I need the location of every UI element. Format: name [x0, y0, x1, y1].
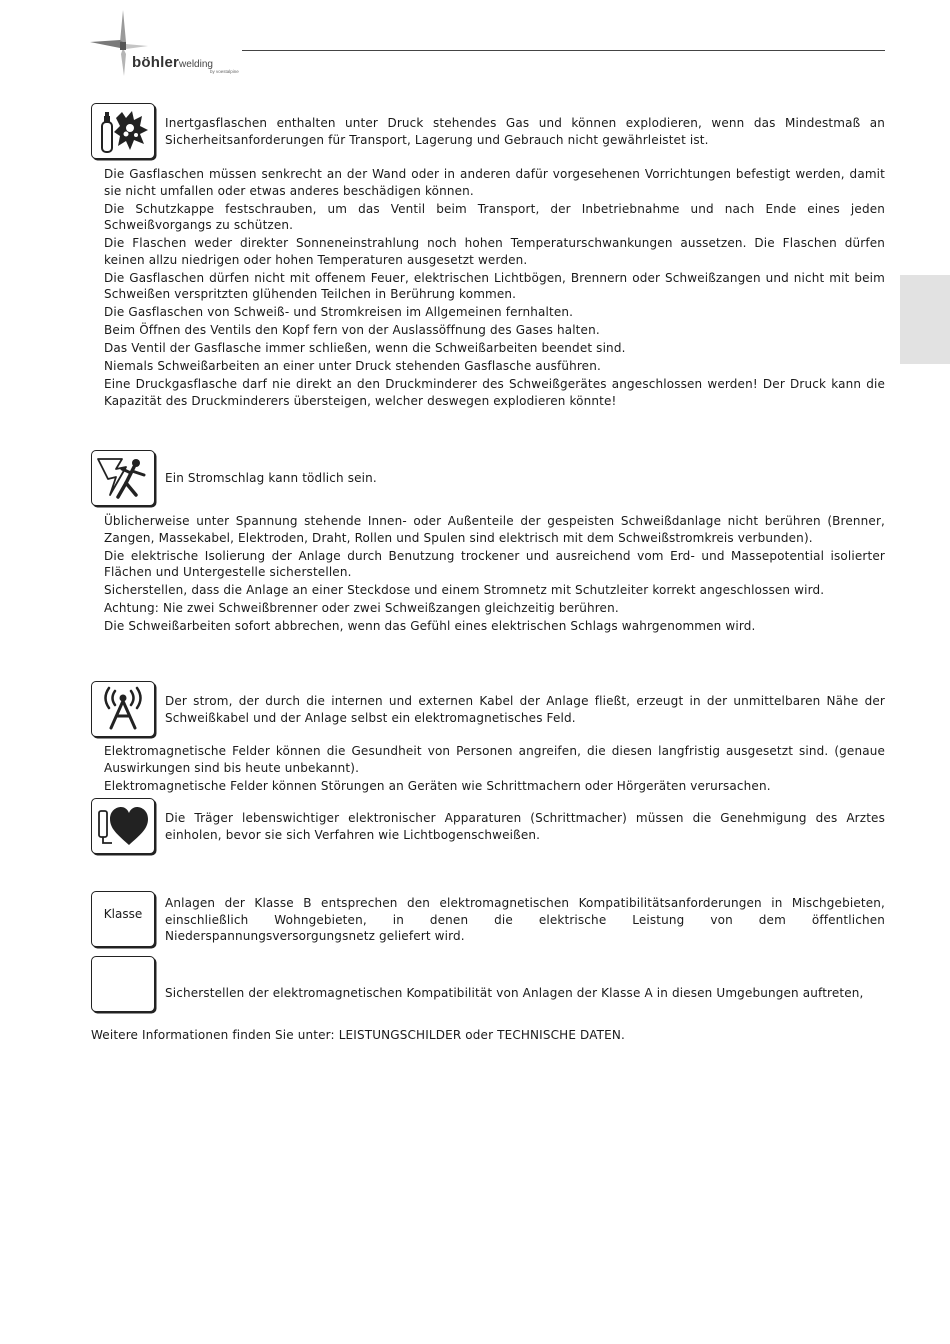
brand-sub: welding	[179, 59, 213, 70]
more-info-text: Weitere Informationen finden Sie unter: LEISTUNGSCHILDER oder TECHNISCHE DATEN.	[91, 1028, 625, 1042]
gas-instructions	[104, 166, 885, 411]
class-a-label-box	[91, 956, 155, 1012]
brand-name: böhler	[132, 54, 180, 71]
header-rule	[242, 50, 885, 51]
class-label: Klasse	[103, 907, 143, 921]
gas-item: Die Flaschen weder direkter Sonneneinstrahlung noch hohen Temperaturschwankungen aussetzen. Die Flaschen dürfen keinen allzu niedrigen oder hohen Temperaturen ausgesetzt werden.	[104, 236, 885, 267]
class-a-text: Sicherstellen der elektromagnetischen Kompatibilität von Anlagen der Klasse A in diesen Umgebungen auftreten,	[165, 986, 864, 1000]
chapter-tab	[900, 275, 950, 364]
gas-item: Die Schutzkappe festschrauben, um das Ventil beim Transport, der Inbetriebnahme und nach Ende eines jeden Schweißvorgangs zu schützen.	[104, 201, 885, 232]
pacemaker-text: Die Träger lebenswichtiger elektronischer Apparaturen (Schrittmacher) müssen die Genehmigung des Arztes einholen, bevor sie sich Verfahren wie Lichtbogenschweißen.	[165, 811, 885, 842]
class-b-text: Anlagen der Klasse B entsprechen den elektromagnetischen Kompatibilitätsanforderungen in Mischgebieten, einschließlich Wohngebieten, in denen die elektrische Leistung von dem öffentlichen Niederspannungsversorgungsnetz geliefert wird.	[165, 896, 885, 943]
gas-item: Die Gasflaschen dürfen nicht mit offenem Feuer, elektrischen Lichtbögen, Brennern oder Schweißzangen und nicht mit beim Schweißen verspritzten glühenden Teilchen in Berührung kommen.	[104, 270, 885, 301]
gas-intro-text: Inertgasflaschen enthalten unter Druck stehendes Gas und können explodieren, wenn das Mindestmaß an Sicherheitsanforderungen für Transport, Lagerung und Gebrauch nicht gewährleistet ist.	[165, 116, 885, 147]
pacemaker-heart-icon	[91, 798, 155, 854]
shock-instructions	[104, 513, 885, 636]
electric-shock-icon	[91, 450, 155, 506]
gas-cylinder-explosion-icon	[91, 103, 155, 159]
shock-item: Die Schweißarbeiten sofort abbrechen, wenn das Gefühl eines elektrischen Schlags wahrgenommen wird.	[104, 619, 756, 633]
emf-item: Elektromagnetische Felder können die Gesundheit von Personen angreifen, die diesen langfristig ausgesetzt sind. (genaue Auswirkungen sind bis heute unbekannt).	[104, 744, 885, 775]
shock-item: Achtung: Nie zwei Schweißbrenner oder zwei Schweißzangen gleichzeitig berühren.	[104, 601, 619, 615]
gas-item: Eine Druckgasflasche darf nie direkt an den Druckminderer des Schweißgerätes angeschlossen werden! Der Druck kann die Kapazität des Druckminderers übersteigen, welcher deswegen explodieren könnte!	[104, 377, 885, 408]
gas-item: Niemals Schweißarbeiten an einer unter Druck stehenden Gasflasche ausführen.	[104, 359, 601, 373]
shock-item: Sicherstellen, dass die Anlage an einer Steckdose und einem Stromnetz mit Schutzleiter korrekt angeschlossen wird.	[104, 583, 825, 597]
bohler-welding-logo	[90, 8, 245, 78]
class-b-label-box	[91, 891, 155, 947]
gas-item: Das Ventil der Gasflasche immer schließen, wenn die Schweißarbeiten beendet sind.	[104, 341, 626, 355]
gas-item: Die Gasflaschen müssen senkrecht an der Wand oder in anderen dafür vorgesehenen Vorrichtungen befestigt werden, damit sie nicht umfallen oder etwas anderes beschädigen können.	[104, 167, 885, 198]
shock-item: Die elektrische Isolierung der Anlage durch Benutzung trockener und ausreichend vom Erd- und Massepotential isolierter Flächen und Untergestelle sicherstellen.	[104, 548, 885, 579]
gas-item: Beim Öffnen des Ventils den Kopf fern von der Auslassöffnung des Gases halten.	[104, 323, 600, 337]
emf-instructions	[104, 743, 885, 796]
emf-intro-text: Der strom, der durch die internen und externen Kabel der Anlage fließt, erzeugt in der unmittelbaren Nähe der Schweißkabel und der Anlage selbst ein elektromagnetisches Feld.	[165, 694, 885, 725]
brand-tagline: by voestalpine	[210, 69, 239, 74]
emf-item: Elektromagnetische Felder können Störungen an Geräten wie Schrittmachern oder Hörgeräten verursachen.	[104, 778, 771, 793]
gas-item: Die Gasflaschen von Schweiß- und Stromkreisen im Allgemeinen fernhalten.	[104, 305, 574, 319]
shock-intro-text: Ein Stromschlag kann tödlich sein.	[165, 471, 377, 485]
shock-item: Üblicherweise unter Spannung stehende Innen- oder Außenteile der gespeisten Schweißdanlage nicht berühren (Brenner, Zangen, Massekabel, Elektroden, Draht, Rollen und Spulen sind elektrisch mit dem Schweißstromkreis verbunden).	[104, 514, 885, 545]
electromagnetic-field-icon	[91, 681, 155, 737]
